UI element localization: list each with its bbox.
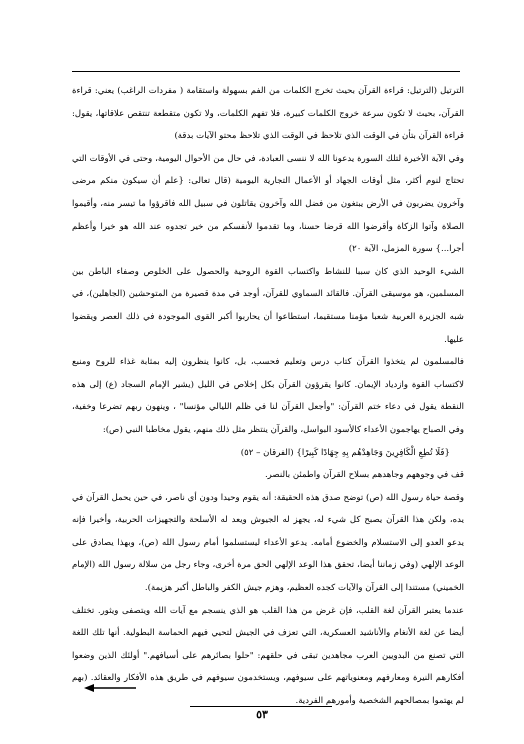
quran-verse-quote: {فَلَا تُطِعِ الْكَافِرِينَ وَجَاهِدْهُم بِهِ جِهَادًا كَبِيرًا} (الفرقان – ٥٢)	[240, 447, 450, 458]
paragraph-tarteel: الترتيل (الترتيل: قراءة القرآن بحيث تخرج الكلمات من الفم بسهولة واستقامة ( مفردات الراغب) يعني: قراءة القرآن، بحيث لا تكون سرعة خروج الكلمات كبيرة، فلا تفهم الكلمات، ولا تكون متقطعة تنتقص علاقاتها، يقول: قراءة القرآن بتأن في الوقت الذي تلاحظ في الوقت الذي تلاحظ محتو الآيات بدقة)	[72, 86, 464, 142]
paragraph-stand-firm: قف في وجوههم وجاهدهم بسلاح القرآن واطمئن بالنصر.	[264, 470, 464, 481]
continue-arrow-icon	[84, 684, 136, 692]
footer-rule	[190, 706, 332, 707]
paragraph-muzzammil-verse: وفي الآية الأخيرة لتلك السورة يدعونا الله لا ننسى العبادة، في حال من الأحوال اليومية، وحتى في الأوقات التي تحتاج لنوم أكثر، مثل أوقات الجهاد أو الأعمال التجارية اليومية (قال تعالى: {علم أن سيكون منكم مرضى وآخرون يضربون في الأرض يبتغون من فضل الله وآخرون يقاتلون في سبيل الله فاقرؤوا ما تيسر منه، وأقيموا الصلاة وآتوا الزكاة وأقرضوا الله قرضا حسنا، وما تقدموا لأنفسكم من خير تجدوه عند الله هو خيرا وأعظم أجرا...} سورة المزمل، الآية ٢٠)	[72, 153, 464, 255]
paragraph-quran-music: الشيء الوحيد الذي كان سببا للنشاط واكتساب القوة الروحية والحصول على الخلوص وصفاء الباطن بين المسلمين، هو موسيقى القرآن. فالقائد السماوي للقرآن، أوجد في مدة قصيرة من المتوحشين (الجاهلين)، في شبه الجزيرة العربية شعبا مؤمنا مستقيما، استطاعوا أن يحاربوا أكبر القوى الموجودة في ذلك العصر ويقضوا عليها.	[72, 266, 464, 345]
paragraph-muslims-night: فالمسلمون لم يتخذوا القرآن كتاب درس وتعليم فحسب، بل، كانوا ينظرون إليه بمثابة غذاء للروح ومنبع لاكتساب القوة وازدياد الإيمان. كانوا يقرؤون القرآن بكل إخلاص في الليل (يشير الإمام السجاد (ع) إلى هذه النقطة يقول في دعاء ختم القرآن: "وأجعل القرآن لنا في ظلم الليالي مؤنسا" ، وينهون ربهم تضرعا وخفية، وفي الصباح يهاجمون الأعداء كالأسود البواسل، والقرآن ينتظر مثل ذلك منهم، يقول مخاطبا النبي (ص):	[72, 357, 465, 435]
top-rule	[72, 71, 460, 72]
body-text	[72, 80, 464, 713]
page-number: ٥٣	[256, 708, 268, 721]
paragraph-prophet-story: وقصة حياة رسول الله (ص) توضح صدق هذه الحقيقة: أنه يقوم وحيدا ودون أي ناصر، في حين يحمل القرآن في يده، ولكن هذا القرآن يصبح كل شيء له، يجهز له الجيوش ويعد له الأسلحة والتجهيزات الحربية، وأخيرا فإنه يدعو العدو إلى الاستسلام والخضوع أمامه. يدعو الأعداء ليستسلموا أمام رسول الله (ص)، وبهذا يصادق على الوعد الإلهي (وفي زماننا أيضا، تحقق هذا الوعد الإلهي الحق مرة أخرى، وجاء رجل من سلالة رسول الله (الإمام الخميني) مستندا إلى القرآن والآيات كجده العظيم، وهزم جيش الكفر والباطل أكبر هزيمة).	[72, 492, 464, 594]
paragraph-language-of-heart: عندما يعتبر القرآن لغة القلب، فإن غرض من هذا القلب هو الذي ينسجم مع آيات الله ويتصفى ويثور. تختلف أيضا عن لغة الأنغام والأناشيد العسكرية، التي تعزف في الجيش لتحيي فيهم الحماسة البطولية. أنها تلك اللغة التي تصنع من البدويين العرب مجاهدين تبقى في حلقهم: "حلوا بصائرهم على أسيافهم." أولئك الذين وضعوا أفكارهم النيرة ومعارفهم ومعنوياتهم على سيوفهم، ويستخدمون سيوفهم في طريق هذه الأفكار والعقائد. (بهم لم يهتموا بمصالحهم الشخصية وأمورهم الفردية.	[72, 605, 464, 707]
